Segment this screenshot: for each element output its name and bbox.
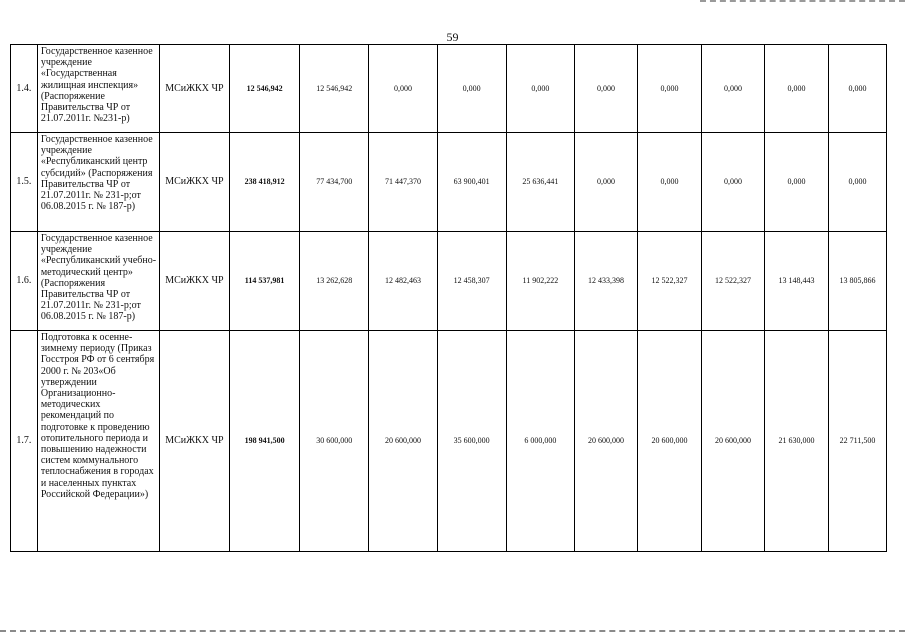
row-year-value: 0,000 — [765, 45, 829, 133]
row-executor: МСиЖКХ ЧР — [159, 133, 229, 232]
row-executor: МСиЖКХ ЧР — [159, 232, 229, 331]
row-year-value: 13 262,628 — [300, 232, 369, 331]
budget-table — [10, 44, 887, 552]
row-year-value: 35 600,000 — [437, 331, 506, 552]
row-year-value: 0,000 — [637, 45, 701, 133]
table-row — [11, 331, 887, 552]
row-year-value: 0,000 — [506, 45, 574, 133]
row-year-value: 12 522,327 — [637, 232, 701, 331]
row-year-value: 25 636,441 — [506, 133, 574, 232]
row-name: Государственное казенное учреждение «Республиканский учебно-методический центр» (Распоряжения Правительства ЧР от 21.07.2011г. № 231-р;от 06.08.2015 г. № 187-р) — [37, 232, 159, 331]
row-total: 198 941,500 — [229, 331, 299, 552]
row-year-value: 0,000 — [574, 133, 637, 232]
row-year-value: 77 434,700 — [300, 133, 369, 232]
row-year-value: 13 148,443 — [765, 232, 829, 331]
row-year-value: 12 546,942 — [300, 45, 369, 133]
row-total: 238 418,912 — [229, 133, 299, 232]
row-year-value: 0,000 — [574, 45, 637, 133]
row-year-value: 20 600,000 — [369, 331, 437, 552]
row-year-value: 12 433,398 — [574, 232, 637, 331]
table-row — [11, 232, 887, 331]
row-name: Подготовка к осенне-зимнему периоду (Приказ Госстроя РФ от 6 сентября 2000 г. № 203«Об утверждении Организационно-методических рекомендаций по подготовке к проведению отопительного периода и повышению надежности систем коммунального теплоснабжения в городах и населенных пунктах Российской Федерации») — [37, 331, 159, 552]
row-year-value: 0,000 — [702, 45, 765, 133]
row-year-value: 0,000 — [765, 133, 829, 232]
row-year-value: 12 458,307 — [437, 232, 506, 331]
row-year-value: 20 600,000 — [574, 331, 637, 552]
row-year-value: 71 447,370 — [369, 133, 437, 232]
row-year-value: 63 900,401 — [437, 133, 506, 232]
row-year-value: 12 482,463 — [369, 232, 437, 331]
row-year-value: 0,000 — [369, 45, 437, 133]
scan-artifact-top — [700, 0, 905, 5]
row-total: 12 546,942 — [229, 45, 299, 133]
row-year-value: 20 600,000 — [702, 331, 765, 552]
row-year-value: 30 600,000 — [300, 331, 369, 552]
row-name: Государственное казенное учреждение «Государственная жилищная инспекция» (Распоряжение Правительства ЧР от 21.07.2011г. №231-р) — [37, 45, 159, 133]
row-year-value: 21 630,000 — [765, 331, 829, 552]
row-number: 1.7. — [11, 331, 38, 552]
row-name: Государственное казенное учреждение «Республиканский центр субсидий» (Распоряжения Правительства ЧР от 21.07.2011г. № 231-р;от 06.08.2015 г. № 187-р) — [37, 133, 159, 232]
row-year-value: 0,000 — [637, 133, 701, 232]
row-year-value: 12 522,327 — [702, 232, 765, 331]
row-year-value: 22 711,500 — [829, 331, 887, 552]
row-year-value: 0,000 — [829, 133, 887, 232]
row-year-value: 13 805,866 — [829, 232, 887, 331]
row-year-value: 0,000 — [702, 133, 765, 232]
row-executor: МСиЖКХ ЧР — [159, 45, 229, 133]
row-number: 1.4. — [11, 45, 38, 133]
row-year-value: 0,000 — [829, 45, 887, 133]
row-executor: МСиЖКХ ЧР — [159, 331, 229, 552]
row-year-value: 20 600,000 — [637, 331, 701, 552]
row-number: 1.5. — [11, 133, 38, 232]
table-row — [11, 45, 887, 133]
row-total: 114 537,981 — [229, 232, 299, 331]
page-number: 59 — [446, 30, 459, 44]
row-number: 1.6. — [11, 232, 38, 331]
row-year-value: 6 000,000 — [506, 331, 574, 552]
scan-artifact-bottom — [0, 630, 905, 635]
row-year-value: 11 902,222 — [506, 232, 574, 331]
table-row — [11, 133, 887, 232]
row-year-value: 0,000 — [437, 45, 506, 133]
